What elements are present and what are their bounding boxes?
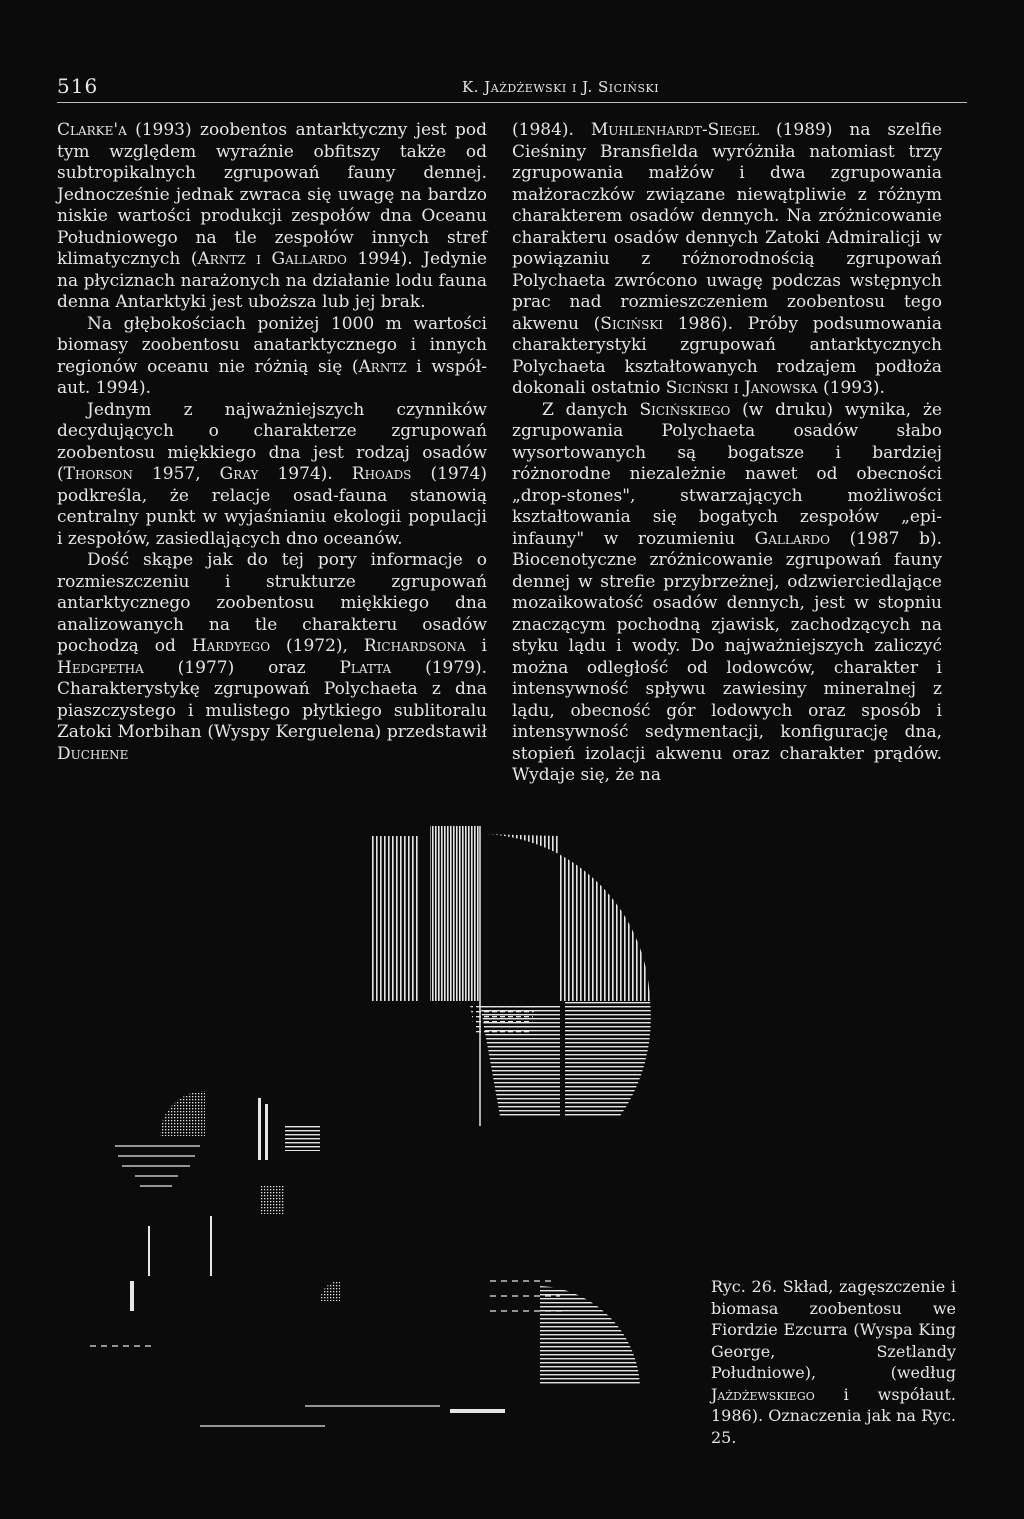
figure-caption: [711, 1276, 956, 1448]
citation: Arntz i Gallardo: [197, 249, 347, 269]
text-run: i: [465, 636, 487, 656]
citation: Gray: [219, 464, 259, 484]
citation: Arntz: [358, 356, 407, 377]
text-run: 1974).: [258, 464, 352, 484]
figure-ryc-26: [60, 826, 700, 1436]
paragraph-2: [512, 400, 942, 787]
text-run: (1974) podkreśla, że relacje osad-fauna stanowią centralny punkt w wyjaśnianiu ekologii populacji i zespołów, zasiedlających dno oceanów.: [57, 464, 488, 549]
text-run: Dość skąpe jak do tej pory informacje o rozmieszczeniu i strukturze zgrupowań antarktycznego zoobentosu miękkiego dna analizowanych na tle charakteru osadów pochodzą od: [57, 550, 487, 656]
citation: Duchene: [57, 743, 129, 764]
citation: Platta: [339, 657, 392, 678]
citation: Siciński: [600, 313, 664, 334]
text-run: (1989) na szelfie Cieśniny Bransfielda wyróżniła natomiast trzy zgrupowania małżów i dwa zgrupowania małżoraczków związane niewątpliwie z różnym charakterem osadów dennych. Na zróżnicowanie charakteru osadów dennych Zatoki Admiralicji w powiązaniu z różnorodnością zgrupowań Polychaeta zwrócono uwagę podczas wstępnych prac nad rozmieszczeniem zoobentosu tego akwenu (: [512, 120, 942, 334]
bottom-dashed-lines: [90, 1346, 505, 1426]
vertical-bar-marks: [130, 1098, 320, 1311]
caption-text: i współaut. 1986). Oznaczenia jak na Ryc. 25.: [711, 1384, 956, 1447]
text-run: (1987 b). Biocenotyczne zróżnicowanie zgrupowań fauny dennej w strefie przybrzeżnej, odzwierciedlające mozaikowatość osadów dennych, jest w stopniu znaczącym pochodną zjawisk, zachodzących na styku lądu i wody. Do najważniejszych zaliczyć można odległość od lodowców, charakter i intensywność spływu zawiesiny mineralnej z lądu, obecność gór lodowych oraz sposób i intensywność sedymentacji, konfigurację dna, stopień izolacji akwenu oraz charakter prądów. Wydaje się, że na: [512, 528, 943, 785]
citation: Hedgpetha: [57, 657, 144, 678]
text-run: Z danych: [542, 399, 640, 420]
text-run: Na głębokościach poniżej 1000 m wartości biomasy zoobentosu anatarktycznego i innych regionów oceanu nie różnią się (: [57, 313, 487, 377]
text-run: 1957,: [132, 464, 220, 484]
pie-right: [370, 826, 651, 1126]
text-run: i współ- aut. 1994).: [57, 356, 487, 398]
text-run: (1977) oraz: [143, 657, 340, 678]
citation: Siciński i Janowska: [665, 378, 818, 398]
paragraph-2: [57, 314, 487, 400]
running-head: K. Jażdżewski i J. Siciński: [462, 78, 660, 96]
left-column: [57, 120, 487, 765]
citation: Thorson: [63, 464, 133, 484]
figure-graphic: [60, 826, 700, 1436]
page-header: [57, 72, 967, 103]
citation: Rhoads: [351, 464, 412, 484]
citation: Gallardo: [754, 528, 831, 549]
text-run: (1984).: [512, 120, 591, 140]
text-run: (1979). Charakterystykę zgrupowań Polychaeta z dna piaszczystego i mulistego płytkiego sublitoralu Zatoki Morbihan (Wyspy Kerguelena) przedstawił: [57, 657, 487, 742]
citation: Hardyego: [191, 636, 271, 656]
paragraph-4: [57, 550, 487, 765]
citation: Muhlenhardt-Siegel: [590, 120, 760, 140]
text-run: 1994). Jedynie na płyciznach narażonych na działanie lodu fauna denna Antarktyki jest uboższa lub jej brak.: [57, 249, 487, 312]
text-run: (1993).: [817, 378, 885, 398]
text-run: (1993) zoobentos antarktyczny jest pod tym względem wyraźnie obfitszy także od subtropikalnych zgrupowań fauny dennej. Jednocześnie jednak zwraca się uwagę na bardzo niskie wartości produkcji zespołów dna Oceanu Południowego na tle zespołów innych stref klimatycznych (: [57, 120, 487, 269]
text-run: (w druku) wynika, że zgrupowania Polychaeta osadów słabo wysortowanych są bogatsze i bardziej różnorodne niezależnie nawet od obecności „drop-stones", stwarzających możliwości kształtowania się bogatych zespołów „epi-infauny" w rozumieniu: [512, 399, 942, 549]
right-column: [512, 120, 942, 787]
text-run: (1972),: [270, 636, 364, 656]
citation: Clarke'a: [57, 120, 127, 140]
caption-text: Ryc. 26. Skład, zagęszczenie i biomasa zoobentosu we Fiordzie Ezcurra (Wyspa King George, Szetlandy Południowe), (według: [711, 1277, 956, 1382]
small-pie-middle: [320, 1281, 640, 1386]
citation: Jażdżewskiego: [711, 1384, 815, 1404]
paragraph-3: [57, 400, 487, 551]
small-pie-left: [115, 1091, 205, 1186]
text-run: 1986). Próby podsumowania charakterystyki zgrupowań antarktycznych Polychaeta kształtowanych rodzajem podłoża dokonali ostatnio: [512, 313, 942, 398]
citation: Richardsona: [363, 636, 466, 656]
paragraph-1: [57, 120, 487, 314]
page-number: 516: [57, 74, 99, 98]
text-run: Jednym z najważniejszych czynników decydujących o charakterze zgrupowań zoobentosu miękkiego dna jest rodzaj osadów (: [57, 399, 487, 484]
citation: Sicińskiego: [639, 399, 731, 420]
paragraph-1: [512, 120, 942, 400]
